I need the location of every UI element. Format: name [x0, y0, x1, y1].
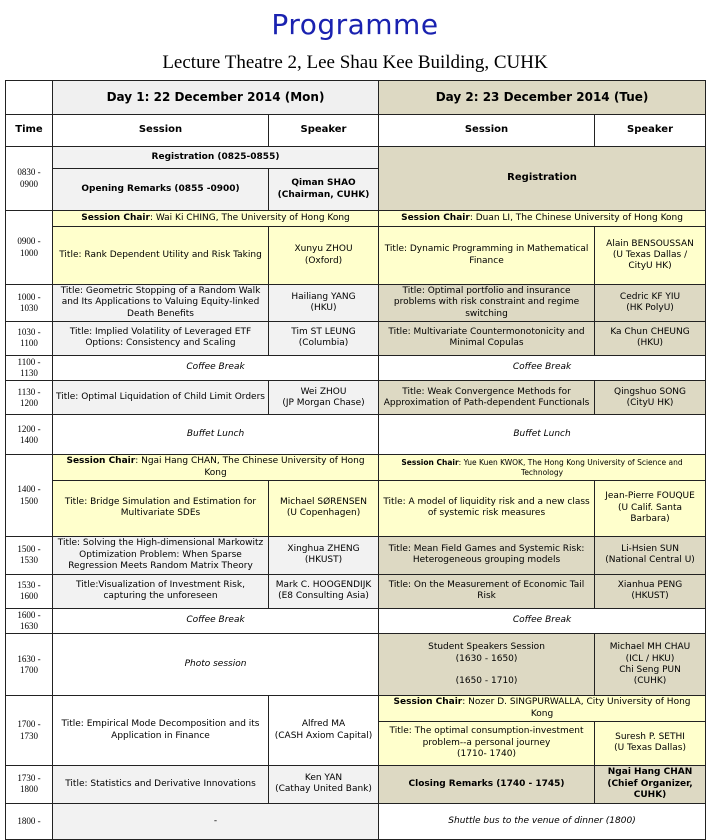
coffee-break-cell: Coffee Break [53, 608, 379, 634]
session-chair-cell [379, 696, 706, 722]
venue-subtitle: Lecture Theatre 2, Lee Shau Kee Building, CUHK [162, 52, 548, 73]
session-cell: Title: Implied Volatility of Leveraged ETF Options: Consistency and Scaling [53, 321, 269, 355]
session-cell: Title: Multivariate Countermonotonicity and Minimal Copulas [379, 321, 595, 355]
table-row [6, 227, 706, 285]
table-row [6, 765, 706, 803]
opening-remarks-cell: Opening Remarks (0855 -0900) [53, 169, 269, 211]
speaker-cell: Ken YAN (Cathay United Bank) [269, 765, 379, 803]
time-cell: 1100 - 1130 [6, 355, 53, 381]
coffee-break-cell: Coffee Break [379, 608, 706, 634]
session-cell: Title: Rank Dependent Utility and Risk Taking [53, 227, 269, 285]
table-row [6, 634, 706, 696]
photo-session-cell: Photo session [53, 634, 379, 696]
day2-speaker-column-header: Speaker [595, 115, 706, 147]
session-cell: Title: Solving the High-dimensional Markowitz Optimization Problem: When Sparse Regression Meets Random Matrix Theory [53, 536, 269, 574]
time-cell: 1500 - 1530 [6, 536, 53, 574]
speaker-cell: Li-Hsien SUN (National Central U) [595, 536, 706, 574]
table-row [6, 536, 706, 574]
time-cell: 1000 - 1030 [6, 285, 53, 322]
speaker-cell: Hailiang YANG (HKU) [269, 285, 379, 322]
speaker-cell: Alain BENSOUSSAN (U Texas Dallas / CityU HK) [595, 227, 706, 285]
time-cell: 0900 - 1000 [6, 211, 53, 285]
speaker-cell: Xunyu ZHOU (Oxford) [269, 227, 379, 285]
session-cell: Title: A model of liquidity risk and a new class of systemic risk measures [379, 480, 595, 536]
speaker-cell: Qiman SHAO (Chairman, CUHK) [269, 169, 379, 211]
session-cell: Title: Optimal portfolio and insurance problems with risk constraint and regime switching [379, 285, 595, 322]
time-cell: 1130 - 1200 [6, 381, 53, 415]
table-row [6, 381, 706, 415]
table-row [6, 803, 706, 839]
session-cell: Student Speakers Session (1630 - 1650) (1650 - 1710) [379, 634, 595, 696]
session-cell: Title: Bridge Simulation and Estimation for Multivariate SDEs [53, 480, 269, 536]
session-chair-cell [379, 211, 706, 227]
session-cell: Title: Optimal Liquidation of Child Limit Orders [53, 381, 269, 415]
table-row [6, 355, 706, 381]
session-chair-name: : Wai Ki CHING, The University of Hong Kong [149, 212, 350, 223]
registration-cell: Registration (0825-0855) [53, 147, 379, 169]
page-title: Programme [271, 8, 439, 41]
speaker-cell: Jean-Pierre FOUQUE (U Calif. Santa Barbara) [595, 480, 706, 536]
day1-speaker-column-header: Speaker [269, 115, 379, 147]
session-chair-label: Session Chair [81, 212, 150, 223]
session-chair-name: : Nozer D. SINGPURWALLA, City University of Hong Kong [462, 697, 691, 719]
day2-session-column-header: Session [379, 115, 595, 147]
session-chair-name: : Yue Kuen KWOK, The Hong Kong University of Science and Technology [458, 458, 683, 477]
shuttle-bus-cell: Shuttle bus to the venue of dinner (1800) [379, 803, 706, 839]
speaker-cell: Michael MH CHAU (ICL / HKU) Chi Seng PUN (CUHK) [595, 634, 706, 696]
table-row [6, 574, 706, 608]
programme-table [5, 80, 706, 840]
speaker-cell: Qingshuo SONG (CityU HK) [595, 381, 706, 415]
session-chair-name: : Duan LI, The Chinese University of Hong Kong [469, 212, 683, 223]
session-chair-cell [379, 455, 706, 481]
table-row [6, 415, 706, 455]
time-cell: 1630 - 1700 [6, 634, 53, 696]
column-header-row [6, 115, 706, 147]
table-row [6, 480, 706, 536]
speaker-cell: Wei ZHOU (JP Morgan Chase) [269, 381, 379, 415]
table-row [6, 147, 706, 169]
speaker-cell: Ka Chun CHEUNG (HKU) [595, 321, 706, 355]
time-cell: 1700 - 1730 [6, 696, 53, 766]
session-cell: Title: Empirical Mode Decomposition and its Application in Finance [53, 696, 269, 766]
speaker-cell: Alfred MA (CASH Axiom Capital) [269, 696, 379, 766]
session-chair-cell [53, 455, 379, 481]
session-cell: Title: Weak Convergence Methods for Approximation of Path-dependent Functionals [379, 381, 595, 415]
buffet-lunch-cell: Buffet Lunch [53, 415, 379, 455]
speaker-cell: Ngai Hang CHAN (Chief Organizer, CUHK) [595, 765, 706, 803]
speaker-cell: Tim ST LEUNG (Columbia) [269, 321, 379, 355]
closing-remarks-cell: Closing Remarks (1740 - 1745) [379, 765, 595, 803]
table-row [6, 608, 706, 634]
time-cell: 1030 - 1100 [6, 321, 53, 355]
session-chair-label: Session Chair [401, 212, 470, 223]
time-cell: 1600 - 1630 [6, 608, 53, 634]
table-row [6, 285, 706, 322]
session-cell: Title:Visualization of Investment Risk, capturing the unforeseen [53, 574, 269, 608]
session-cell: Title: Statistics and Derivative Innovations [53, 765, 269, 803]
registration-cell: Registration [379, 147, 706, 211]
corner-cell [6, 81, 53, 115]
time-cell: 1730 - 1800 [6, 765, 53, 803]
speaker-cell: Suresh P. SETHI (U Texas Dallas) [595, 721, 706, 765]
session-cell: Title: On the Measurement of Economic Tail Risk [379, 574, 595, 608]
session-chair-row [6, 455, 706, 481]
session-cell: Title: The optimal consumption-investment problem--a personal journey (1710- 1740) [379, 721, 595, 765]
speaker-cell: Cedric KF YIU (HK PolyU) [595, 285, 706, 322]
buffet-lunch-cell: Buffet Lunch [379, 415, 706, 455]
time-cell: 1530 - 1600 [6, 574, 53, 608]
time-cell: 1200 - 1400 [6, 415, 53, 455]
session-chair-row [6, 211, 706, 227]
table-row [6, 321, 706, 355]
session-chair-label: Session Chair [66, 456, 136, 467]
session-chair-cell [53, 211, 379, 227]
speaker-cell: Mark C. HOOGENDIJK (E8 Consulting Asia) [269, 574, 379, 608]
session-cell: Title: Mean Field Games and Systemic Risk: Heterogeneous grouping models [379, 536, 595, 574]
session-cell: Title: Geometric Stopping of a Random Walk and Its Applications to Valuing Equity-linked Death Benefits [53, 285, 269, 322]
time-cell: 1800 - [6, 803, 53, 839]
session-chair-label: Session Chair [393, 697, 463, 708]
session-cell: Title: Dynamic Programming in Mathematical Finance [379, 227, 595, 285]
empty-slot-cell: - [53, 803, 379, 839]
coffee-break-cell: Coffee Break [53, 355, 379, 381]
speaker-cell: Xinghua ZHENG (HKUST) [269, 536, 379, 574]
time-cell: 0830 - 0900 [6, 147, 53, 211]
day2-header: Day 2: 23 December 2014 (Tue) [379, 81, 706, 115]
session-chair-name: : Ngai Hang CHAN, The Chinese University of Hong Kong [135, 456, 365, 478]
session-chair-label: Session Chair [401, 458, 459, 468]
time-cell: 1400 - 1500 [6, 455, 53, 537]
coffee-break-cell: Coffee Break [379, 355, 706, 381]
day-header-row [6, 81, 706, 115]
day1-session-column-header: Session [53, 115, 269, 147]
day1-header: Day 1: 22 December 2014 (Mon) [53, 81, 379, 115]
time-column-header: Time [6, 115, 53, 147]
speaker-cell: Michael SØRENSEN (U Copenhagen) [269, 480, 379, 536]
speaker-cell: Xianhua PENG (HKUST) [595, 574, 706, 608]
table-row [6, 696, 706, 722]
